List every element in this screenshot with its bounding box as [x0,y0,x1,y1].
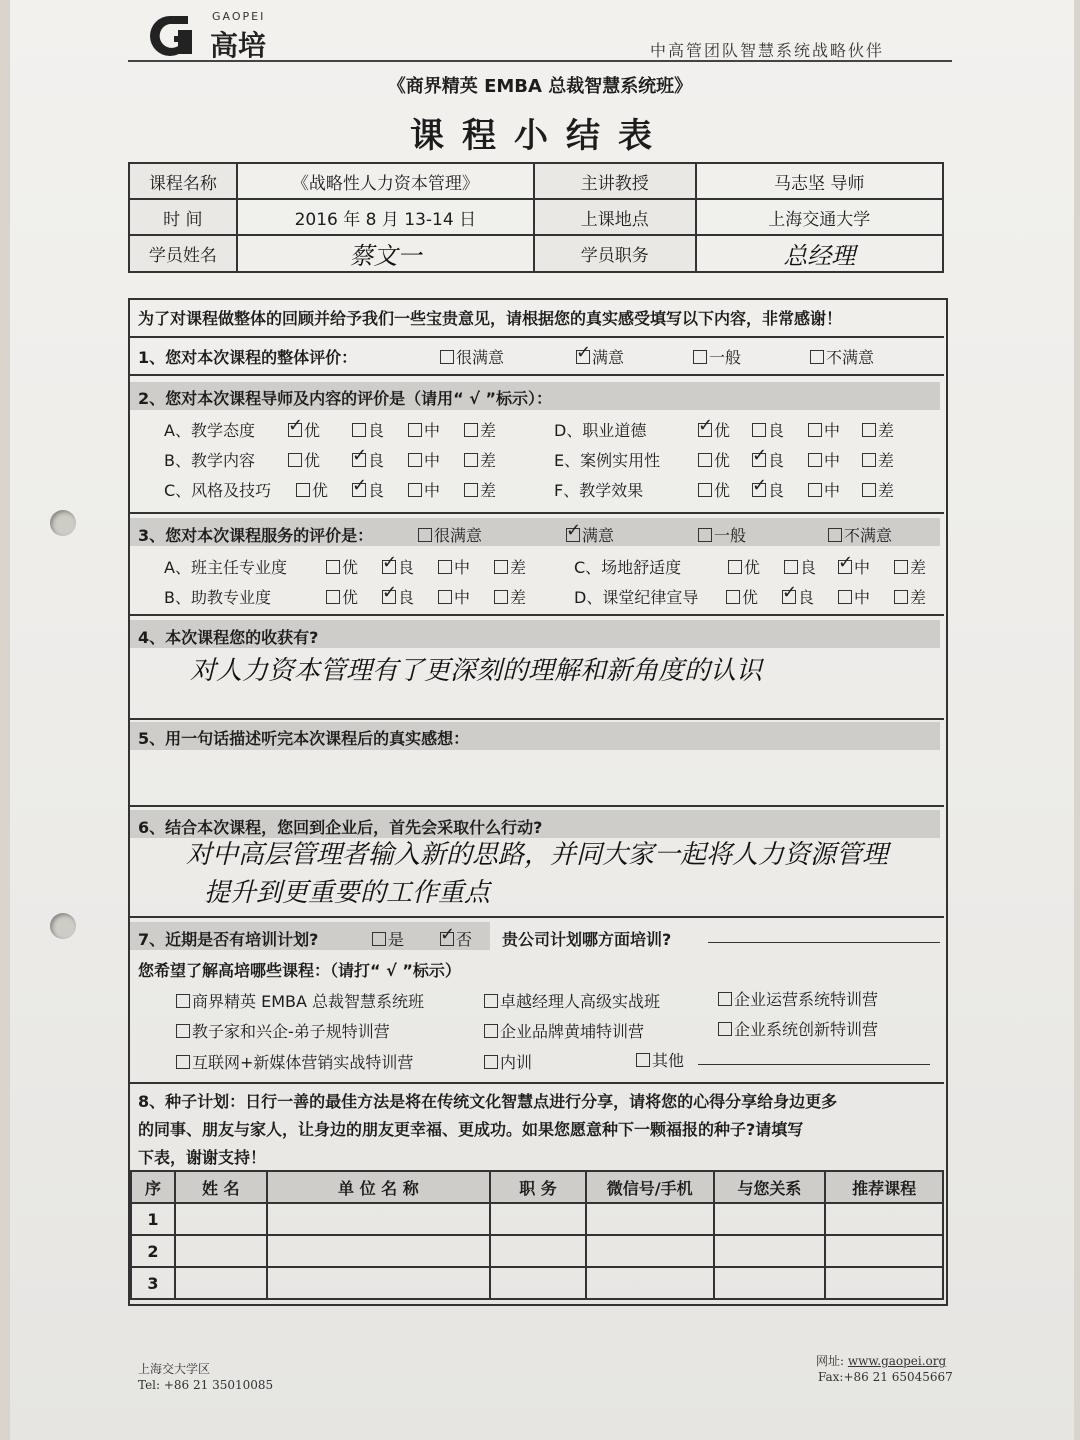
grade-option[interactable]: 优 [698,448,730,471]
grade-option[interactable]: ✓ 良 [352,448,384,471]
checkbox[interactable] [693,350,707,364]
page-title: 课程小结表 [410,116,670,156]
q7-which-field[interactable] [708,942,940,943]
course-option[interactable]: 教子家和兴企-弟子规特训营 [176,1019,390,1042]
binder-hole [50,913,76,939]
grade-option[interactable]: 中 [838,585,870,608]
q5-answer-area[interactable] [140,752,936,802]
course-option[interactable]: 企业运营系统特训营 [718,987,878,1010]
divider [130,805,944,807]
table-cell[interactable] [490,1203,586,1235]
divider [130,1082,944,1084]
table-cell[interactable] [586,1235,714,1267]
q8-text-line1: 8、种子计划：日行一善的最佳方法是将在传统文化智慧点进行分享，请将您的心得分享给身边更多 [138,1092,838,1111]
course-value: 《战略性人力资本管理》 [237,163,534,199]
grade-option[interactable]: 差 [494,585,526,608]
time-value: 2016 年 8 月 13-14 日 [237,199,534,235]
grade-option[interactable]: ✓ 良 [752,448,784,471]
course-option[interactable]: 企业品牌黄埔特训营 [484,1019,644,1042]
divider [130,374,944,376]
table-cell[interactable] [490,1235,586,1267]
grade-option[interactable]: ✓优 [698,418,730,441]
q7-label: 7、近期是否有培训计划? [138,930,319,949]
table-cell[interactable] [825,1267,943,1299]
table-cell[interactable] [586,1203,714,1235]
q1-label: 1、您对本次课程的整体评价： [138,348,358,367]
q8-text-line3: 下表，谢谢支持！ [138,1148,267,1167]
footer-tel: Tel: +86 21 35010085 [138,1378,274,1392]
intro-text: 为了对课程做整体的回顾并给予我们一些宝贵意见，请根据您的真实感受填写以下内容，非常感谢！ [138,309,843,328]
grade-option[interactable]: 差 [894,585,926,608]
q1-option-very-satisfied[interactable]: 很满意 [440,345,504,368]
grade-option[interactable]: ✓ 良 [382,585,414,608]
divider [130,336,944,338]
q6-answer-line1[interactable]: 对中高层管理者输入新的思路，并同大家一起将人力资源管理 [186,840,889,870]
q3-item-a: A、班主任专业度 [164,558,287,577]
col-header-position: 职 务 [490,1171,586,1203]
q4-label: 4、本次课程您的收获有? [138,628,319,647]
grade-option[interactable]: 中 [408,448,440,471]
course-label: 课程名称 [129,163,237,199]
checkbox[interactable] [440,350,454,364]
q3-item-c: C、场地舒适度 [574,558,682,577]
grade-option[interactable]: 中 [438,585,470,608]
table-cell[interactable] [825,1235,943,1267]
table-cell[interactable] [714,1267,826,1299]
grade-option[interactable]: 良 [784,555,816,578]
grade-option[interactable]: 中 [808,448,840,471]
q3-label: 3、您对本次课程服务的评价是： [138,526,374,545]
grade-option[interactable]: ✓ 良 [352,478,384,501]
table-cell[interactable] [267,1203,490,1235]
checkbox[interactable] [810,350,824,364]
grade-option[interactable]: 良 [752,418,784,441]
col-header-name: 姓 名 [175,1171,267,1203]
grade-option[interactable]: 差 [862,418,894,441]
q7-wish-label: 您希望了解高培哪些课程：（请打“ √ ”标示） [138,961,461,980]
table-cell[interactable] [175,1203,267,1235]
q1-option-unsatisfied[interactable]: 不满意 [810,345,874,368]
q4-answer-handwriting[interactable]: 对人力资本管理有了更深刻的理解和新角度的认识 [190,656,763,686]
table-cell[interactable] [267,1235,490,1267]
place-value: 上海交通大学 [696,199,943,235]
grade-option[interactable]: 优 [326,555,358,578]
q2-item-e: E、案例实用性 [554,451,661,470]
grade-option[interactable]: 中 [408,478,440,501]
table-row [131,1203,943,1235]
student-name-field[interactable] [237,235,534,272]
grade-option[interactable]: 差 [494,555,526,578]
divider [130,512,944,514]
course-option[interactable]: 互联网+新媒体营销实战特训营 [176,1050,413,1073]
q2-item-d: D、职业道德 [554,421,647,440]
other-course-field[interactable] [698,1064,930,1065]
name-label: 学员姓名 [129,235,237,272]
teacher-value: 马志坚 导师 [696,163,943,199]
grade-option[interactable]: 优 [698,478,730,501]
q6-label: 6、结合本次课程，您回到企业后，首先会采取什么行动? [138,818,543,837]
grade-option[interactable]: 差 [464,418,496,441]
student-role-handwriting: 总经理 [783,242,856,270]
table-cell[interactable] [175,1267,267,1299]
grade-option[interactable]: 差 [862,448,894,471]
site-link[interactable]: www.gaopei.org [847,1354,947,1368]
table-row [131,1235,943,1267]
q7-yes-option[interactable]: 是 [372,927,404,950]
table-row [131,1267,943,1299]
q3-option-average[interactable]: 一般 [698,523,746,546]
q7-which-label: 贵公司计划哪方面培训? [502,930,672,949]
table-cell[interactable] [267,1267,490,1299]
grade-option[interactable]: ✓ 良 [382,555,414,578]
q3-item-b: B、助教专业度 [164,588,271,607]
gaopei-logo-icon [130,10,210,58]
q7-no-option[interactable]: ✓ 否 [440,927,472,950]
col-header-course: 推荐课程 [825,1171,943,1203]
course-info-table [128,162,944,273]
q1-option-satisfied[interactable]: ✓ 满意 [576,345,624,368]
q2-label: 2、您对本次课程导师及内容的评价是（请用“ √ ”标示）： [138,389,552,408]
row-index: 1 [131,1203,175,1235]
time-label: 时 间 [129,199,237,235]
grade-option[interactable]: 优 [728,555,760,578]
table-cell[interactable] [490,1267,586,1299]
grade-option[interactable]: 优 [296,478,328,501]
grade-option[interactable]: 差 [464,478,496,501]
grade-option[interactable]: 优 [326,585,358,608]
grade-option[interactable]: ✓ 良 [782,585,814,608]
grade-option[interactable]: 差 [464,448,496,471]
col-header-contact: 微信号/手机 [586,1171,714,1203]
course-option[interactable]: 商界精英 EMBA 总裁智慧系统班 [176,989,424,1012]
q2-item-f: F、教学效果 [554,481,644,500]
student-name-handwriting: 蔡文一 [349,242,422,270]
grade-option[interactable]: 中 [808,478,840,501]
role-label: 学员职务 [534,235,696,272]
divider [130,614,944,616]
student-role-field[interactable] [696,235,943,272]
tagline: 中高管团队智慧系统战略伙伴 [650,41,885,60]
binder-hole [50,510,76,536]
col-header-index: 序 [131,1171,175,1203]
q3-item-d: D、课堂纪律宣导 [574,588,699,607]
q3-option-unsatisfied[interactable]: 不满意 [828,523,892,546]
footer-campus: 上海交大学区 [138,1362,211,1376]
course-option[interactable]: 卓越经理人高级实战班 [484,989,660,1012]
grade-option[interactable]: ✓ 良 [752,478,784,501]
grade-option[interactable]: 中 [438,555,470,578]
course-option[interactable]: 内训 [484,1050,532,1073]
header-rule [128,60,952,62]
col-header-relation: 与您关系 [714,1171,826,1203]
seed-plan-table [130,1170,944,1300]
logo-chinese: 高培 [210,29,267,62]
grade-option[interactable]: 良 [352,418,384,441]
footer-site: 网址: www.gaopei.org [816,1354,947,1368]
grade-option[interactable]: 优 [726,585,758,608]
place-label: 上课地点 [534,199,696,235]
grade-option[interactable]: 中 [808,418,840,441]
divider [130,916,944,918]
grade-option[interactable]: 中 [408,418,440,441]
q8-text-line2: 的同事、朋友与家人，让身边的朋友更幸福、更成功。如果您愿意种下一颗福报的种子?请填写 [138,1120,804,1139]
grade-option[interactable]: ✓优 [288,418,320,441]
q5-label: 5、用一句话描述听完本次课程后的真实感想： [138,729,470,748]
logo-latin: GAOPEI [212,10,266,23]
row-index: 3 [131,1267,175,1299]
grade-option[interactable]: 差 [894,555,926,578]
divider [130,718,944,720]
table-cell[interactable] [714,1235,826,1267]
q2-item-b: B、教学内容 [164,451,255,470]
q6-answer-line2[interactable]: 提升到更重要的工作重点 [204,878,491,908]
footer-fax: Fax:+86 21 65045667 [818,1370,953,1384]
program-name: 《商界精英 EMBA 总裁智慧系统班》 [387,76,693,97]
grade-option[interactable]: 优 [288,448,320,471]
table-cell[interactable] [714,1203,826,1235]
grade-option[interactable]: ✓ 中 [838,555,870,578]
table-cell[interactable] [586,1267,714,1299]
teacher-label: 主讲教授 [534,163,696,199]
q2-item-a: A、教学态度 [164,421,255,440]
q2-item-c: C、风格及技巧 [164,481,272,500]
q3-option-very-satisfied[interactable]: 很满意 [418,523,482,546]
row-index: 2 [131,1235,175,1267]
table-cell[interactable] [825,1203,943,1235]
q3-option-satisfied[interactable]: ✓ 满意 [566,523,614,546]
col-header-company: 单 位 名 称 [267,1171,490,1203]
checkbox-checked[interactable] [576,350,590,364]
q1-option-average[interactable]: 一般 [693,345,741,368]
course-option-other[interactable]: 其他 [636,1048,684,1071]
table-cell[interactable] [175,1235,267,1267]
grade-option[interactable]: 差 [862,478,894,501]
course-option[interactable]: 企业系统创新特训营 [718,1017,878,1040]
